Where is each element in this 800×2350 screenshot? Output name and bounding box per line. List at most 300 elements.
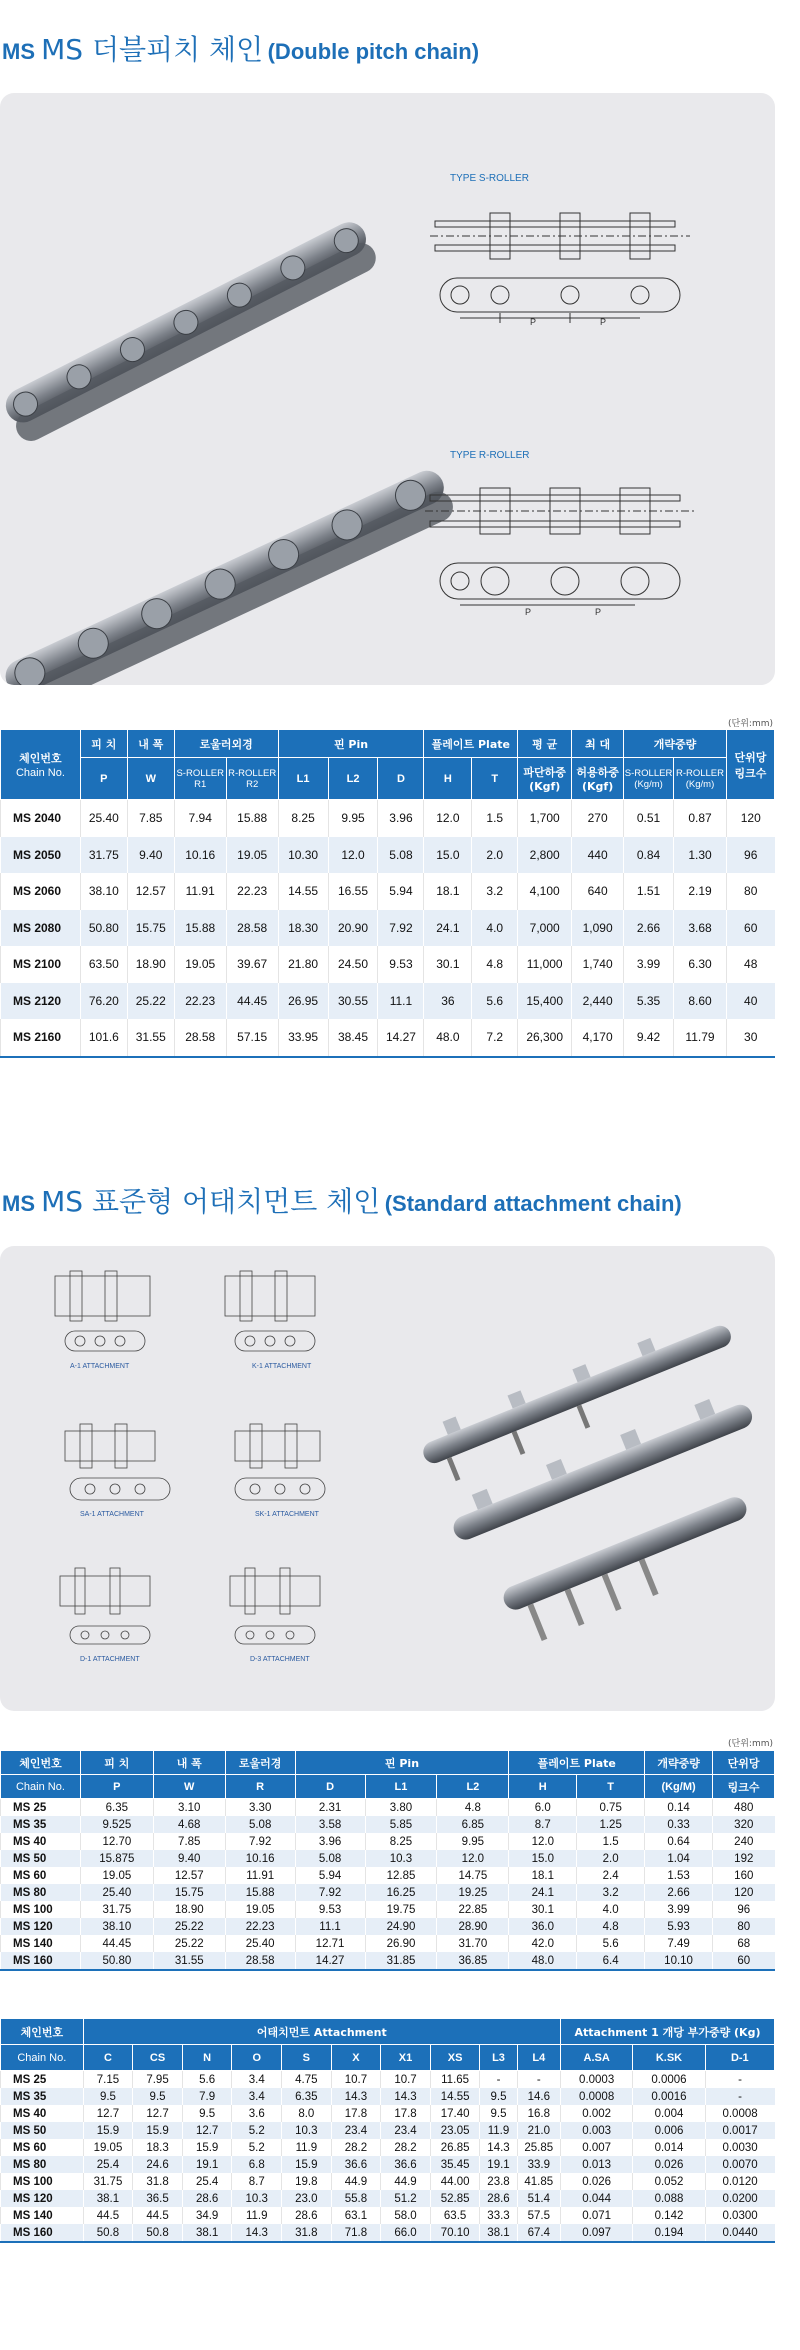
- table-cell: 3.58: [295, 1816, 365, 1833]
- t2-th-w: W: [153, 1775, 225, 1799]
- table-cell: 10.7: [381, 2071, 431, 2089]
- table-cell: 18.30: [278, 910, 328, 947]
- table-cell: 7.85: [127, 800, 174, 837]
- table-cell: 3.96: [295, 1833, 365, 1850]
- table-cell: 5.94: [378, 873, 424, 910]
- table-cell: 6.8: [232, 2156, 282, 2173]
- table-cell: 15.88: [225, 1884, 295, 1901]
- table-cell: 1.51: [624, 873, 674, 910]
- table-cell: 7.95: [133, 2071, 183, 2089]
- table-cell: 38.10: [80, 1918, 153, 1935]
- section1-title-en: (Double pitch chain): [267, 39, 480, 64]
- table-cell: 23.0: [282, 2190, 332, 2207]
- t2-th-d: D: [295, 1775, 365, 1799]
- table-cell: 17.8: [331, 2105, 381, 2122]
- table-cell: 21.80: [278, 946, 328, 983]
- table-cell: 24.90: [365, 1918, 437, 1935]
- table-cell: 10.3: [365, 1850, 437, 1867]
- table-cell: 5.2: [232, 2139, 282, 2156]
- table-cell: 31.85: [365, 1952, 437, 1970]
- table-cell: 5.2: [232, 2122, 282, 2139]
- table-cell: 2.0: [577, 1850, 645, 1867]
- table-row: [1, 2190, 775, 2207]
- table-cell: 8.25: [278, 800, 328, 837]
- table-row: [1, 2088, 775, 2105]
- table-row: [1, 946, 775, 983]
- table-cell: 160: [713, 1867, 775, 1884]
- table-row: [1, 2105, 775, 2122]
- table-cell: 18.3: [133, 2139, 183, 2156]
- table-cell: 31.70: [437, 1935, 509, 1952]
- table-cell: 44.00: [430, 2173, 480, 2190]
- table-cell: 3.99: [645, 1901, 713, 1918]
- table-cell: 25.85: [517, 2139, 560, 2156]
- table-cell: 31.8: [133, 2173, 183, 2190]
- table-cell: 5.6: [182, 2071, 232, 2089]
- t2-th-h: H: [509, 1775, 577, 1799]
- section2-title-en: (Standard attachment chain): [384, 1191, 682, 1216]
- table-cell: 24.1: [424, 910, 472, 947]
- table-cell: 30.1: [509, 1901, 577, 1918]
- table-cell: 57.5: [517, 2207, 560, 2224]
- table-cell: 7.92: [378, 910, 424, 947]
- table-cell: 5.35: [624, 983, 674, 1020]
- table-row: [1, 2156, 775, 2173]
- t3-th-col: D-1: [705, 2045, 774, 2071]
- t3-th-col: K.SK: [633, 2045, 705, 2071]
- table-cell: 50.8: [133, 2224, 183, 2242]
- table-cell: 22.85: [437, 1901, 509, 1918]
- table-cell: 8.7: [232, 2173, 282, 2190]
- table-cell: 35.45: [430, 2156, 480, 2173]
- table-cell: 18.90: [153, 1901, 225, 1918]
- table-cell: -: [705, 2088, 774, 2105]
- th-d: D: [378, 758, 424, 800]
- table-cell: 51.2: [381, 2190, 431, 2207]
- table-cell: 12.7: [182, 2122, 232, 2139]
- table-cell: 6.30: [674, 946, 727, 983]
- table-cell: 19.05: [174, 946, 226, 983]
- chain-photo-upper: [0, 216, 381, 446]
- table-cell: 15.75: [127, 910, 174, 947]
- attachment-dimension-table: [0, 2018, 775, 2243]
- svg-text:P: P: [600, 317, 607, 327]
- table-cell: 28.58: [225, 1952, 295, 1970]
- table-cell: 4.68: [153, 1816, 225, 1833]
- table-cell: 0.071: [560, 2207, 632, 2224]
- table-row: [1, 2173, 775, 2190]
- svg-text:P: P: [595, 607, 602, 617]
- table-cell: 14.3: [331, 2088, 381, 2105]
- chain-no-cell: MS 2080: [1, 910, 81, 947]
- table-cell: 2.4: [577, 1867, 645, 1884]
- table-row: [1, 1952, 775, 1970]
- table-cell: 15.88: [226, 800, 278, 837]
- table-cell: 8.60: [674, 983, 727, 1020]
- table-row: [1, 2224, 775, 2242]
- t3-th-col: O: [232, 2045, 282, 2071]
- t3-th-col: X: [331, 2045, 381, 2071]
- t3-th-col: N: [182, 2045, 232, 2071]
- table-cell: 5.08: [378, 837, 424, 874]
- table-cell: 25.40: [225, 1935, 295, 1952]
- table-cell: 44.5: [133, 2207, 183, 2224]
- table-cell: 34.9: [182, 2207, 232, 2224]
- chain-no-cell: MS 50: [1, 1850, 81, 1867]
- section1-title-ko: MS 더블피치 체인: [41, 33, 264, 66]
- table-cell: 14.3: [480, 2139, 517, 2156]
- table-cell: 5.6: [472, 983, 518, 1020]
- table-cell: 25.22: [127, 983, 174, 1020]
- table-cell: 0.0008: [705, 2105, 774, 2122]
- table-cell: 11.1: [295, 1918, 365, 1935]
- table-cell: 6.35: [282, 2088, 332, 2105]
- table-cell: 15,400: [518, 983, 572, 1020]
- table-cell: 7.2: [472, 1019, 518, 1057]
- table-cell: 0.0120: [705, 2173, 774, 2190]
- table-cell: 18.1: [509, 1867, 577, 1884]
- table-cell: 19.05: [226, 837, 278, 874]
- table-cell: 0.0300: [705, 2207, 774, 2224]
- table-cell: 0.0200: [705, 2190, 774, 2207]
- chain-no-cell: MS 2160: [1, 1019, 81, 1057]
- t2-th-pitch: 피 치: [80, 1751, 153, 1775]
- table-cell: 1.5: [472, 800, 518, 837]
- chain-illustration: [0, 93, 775, 685]
- table-cell: 7.9: [182, 2088, 232, 2105]
- t3-th-col: A.SA: [560, 2045, 632, 2071]
- double-pitch-table-body: [1, 800, 775, 1057]
- table-cell: 2.31: [295, 1799, 365, 1817]
- th-weight: 개략중량: [624, 730, 727, 758]
- table-cell: 11.65: [430, 2071, 480, 2089]
- table-cell: 7.49: [645, 1935, 713, 1952]
- table-cell: 28.6: [480, 2190, 517, 2207]
- table-cell: 24.50: [328, 946, 378, 983]
- table-cell: 19.75: [365, 1901, 437, 1918]
- table-cell: 36.0: [509, 1918, 577, 1935]
- attachment-spec-table: [0, 1750, 775, 1971]
- table-cell: 19.8: [282, 2173, 332, 2190]
- table-row: [1, 1935, 775, 1952]
- table-cell: 0.006: [633, 2122, 705, 2139]
- chain-no-cell: MS 2100: [1, 946, 81, 983]
- table-cell: 0.0070: [705, 2156, 774, 2173]
- table-cell: 19.1: [480, 2156, 517, 2173]
- table-cell: 38.10: [80, 873, 127, 910]
- table-cell: 23.8: [480, 2173, 517, 2190]
- chain-no-cell: MS 120: [1, 2190, 84, 2207]
- table-cell: 70.10: [430, 2224, 480, 2242]
- table-cell: -: [480, 2071, 517, 2089]
- chain-no-cell: MS 35: [1, 1816, 81, 1833]
- table-cell: 18.90: [127, 946, 174, 983]
- table-cell: 30.55: [328, 983, 378, 1020]
- chain-no-cell: MS 80: [1, 1884, 81, 1901]
- table-cell: 28.58: [226, 910, 278, 947]
- table-cell: 0.088: [633, 2190, 705, 2207]
- table-cell: 6.85: [437, 1816, 509, 1833]
- t3-th-col: XS: [430, 2045, 480, 2071]
- table-cell: 5.08: [295, 1850, 365, 1867]
- table-cell: 1.04: [645, 1850, 713, 1867]
- table-cell: 14.27: [295, 1952, 365, 1970]
- t3-th-col: L3: [480, 2045, 517, 2071]
- table-cell: 33.95: [278, 1019, 328, 1057]
- table-cell: 3.4: [232, 2071, 282, 2089]
- table-cell: 9.5: [182, 2105, 232, 2122]
- table-cell: 12.71: [295, 1935, 365, 1952]
- table-cell: 3.10: [153, 1799, 225, 1817]
- table-cell: 12.85: [365, 1867, 437, 1884]
- t3-th-col: S: [282, 2045, 332, 2071]
- table-cell: 5.94: [295, 1867, 365, 1884]
- table-cell: 6.4: [577, 1952, 645, 1970]
- table-cell: 19.1: [182, 2156, 232, 2173]
- table-cell: 1,740: [572, 946, 624, 983]
- chain-no-cell: MS 25: [1, 1799, 81, 1817]
- table-cell: 60: [713, 1952, 775, 1970]
- table-cell: 25.22: [153, 1935, 225, 1952]
- table-row: [1, 2207, 775, 2224]
- th-max: 최 대: [572, 730, 624, 758]
- table-cell: 0.026: [560, 2173, 632, 2190]
- table-cell: 17.40: [430, 2105, 480, 2122]
- table-cell: 0.84: [624, 837, 674, 874]
- table-cell: 0.007: [560, 2139, 632, 2156]
- table-cell: 0.0006: [633, 2071, 705, 2089]
- table-cell: 50.8: [83, 2224, 133, 2242]
- table-cell: 9.5: [83, 2088, 133, 2105]
- table-cell: 10.10: [645, 1952, 713, 1970]
- table-cell: 19.05: [225, 1901, 295, 1918]
- chain-photo-lower: [0, 465, 458, 685]
- table-cell: 0.14: [645, 1799, 713, 1817]
- table-row: [1, 1019, 775, 1057]
- table-cell: 12.70: [80, 1833, 153, 1850]
- table-cell: 4.8: [577, 1918, 645, 1935]
- table-cell: 9.53: [295, 1901, 365, 1918]
- table-cell: 14.55: [278, 873, 328, 910]
- table-cell: 3.99: [624, 946, 674, 983]
- table-cell: 9.5: [480, 2088, 517, 2105]
- table-cell: 96: [713, 1901, 775, 1918]
- table-cell: 0.026: [633, 2156, 705, 2173]
- table-cell: 3.96: [378, 800, 424, 837]
- table-cell: 15.9: [282, 2156, 332, 2173]
- svg-text:P: P: [525, 607, 532, 617]
- table-cell: 22.23: [226, 873, 278, 910]
- chain-no-cell: MS 50: [1, 2122, 84, 2139]
- table-cell: 8.7: [509, 1816, 577, 1833]
- table-cell: 14.3: [232, 2224, 282, 2242]
- chain-no-cell: MS 2050: [1, 837, 81, 874]
- table-cell: 25.4: [83, 2156, 133, 2173]
- table-cell: 2.0: [472, 837, 518, 874]
- th-l2: L2: [328, 758, 378, 800]
- table-cell: 1.53: [645, 1867, 713, 1884]
- table-cell: 48.0: [424, 1019, 472, 1057]
- table-cell: 50.80: [80, 910, 127, 947]
- table-cell: 3.30: [225, 1799, 295, 1817]
- table-cell: 11.9: [282, 2139, 332, 2156]
- attachment-drawings: [55, 1271, 325, 1644]
- table-cell: 2,440: [572, 983, 624, 1020]
- table-cell: 0.052: [633, 2173, 705, 2190]
- table-cell: 44.9: [381, 2173, 431, 2190]
- table-cell: 42.0: [509, 1935, 577, 1952]
- table-cell: 12.0: [424, 800, 472, 837]
- table-cell: 0.0003: [560, 2071, 632, 2089]
- t3-th-col: L4: [517, 2045, 560, 2071]
- table-cell: 101.6: [80, 1019, 127, 1057]
- table-cell: 38.45: [328, 1019, 378, 1057]
- table-cell: 30: [726, 1019, 774, 1057]
- chain-no-cell: MS 2040: [1, 800, 81, 837]
- table-cell: 22.23: [225, 1918, 295, 1935]
- table-row: [1, 2071, 775, 2089]
- table-cell: 39.67: [226, 946, 278, 983]
- t2-th-l1: L1: [365, 1775, 437, 1799]
- table-cell: 68: [713, 1935, 775, 1952]
- chain-no-cell: MS 25: [1, 2071, 84, 2089]
- table-cell: 11.91: [174, 873, 226, 910]
- table-row: [1, 1799, 775, 1817]
- table-cell: 5.08: [225, 1816, 295, 1833]
- double-pitch-chain-image: [0, 93, 775, 685]
- table-cell: 0.0030: [705, 2139, 774, 2156]
- table-cell: 48: [726, 946, 774, 983]
- th-r1: S-ROLLER R1: [174, 758, 226, 800]
- table-cell: 7.92: [295, 1884, 365, 1901]
- table-cell: 23.4: [381, 2122, 431, 2139]
- table-cell: 9.95: [328, 800, 378, 837]
- table-cell: 36.6: [381, 2156, 431, 2173]
- table-cell: 25.22: [153, 1918, 225, 1935]
- th-l1: L1: [278, 758, 328, 800]
- table-cell: 0.013: [560, 2156, 632, 2173]
- table-cell: 80: [713, 1918, 775, 1935]
- table-row: [1, 2139, 775, 2156]
- th-width: 내 폭: [127, 730, 174, 758]
- table-cell: 14.27: [378, 1019, 424, 1057]
- table-cell: 71.8: [331, 2224, 381, 2242]
- table-cell: 25.4: [182, 2173, 232, 2190]
- th-pin: 핀 Pin: [278, 730, 424, 758]
- type-r-label: TYPE R-ROLLER: [450, 450, 530, 461]
- table-cell: 9.40: [153, 1850, 225, 1867]
- table-cell: 3.80: [365, 1799, 437, 1817]
- table-cell: 0.0016: [633, 2088, 705, 2105]
- table-cell: 40: [726, 983, 774, 1020]
- table-cell: 11.79: [674, 1019, 727, 1057]
- chain-no-cell: MS 2120: [1, 983, 81, 1020]
- table-cell: 26.85: [430, 2139, 480, 2156]
- table-cell: 44.45: [80, 1935, 153, 1952]
- table-cell: 0.044: [560, 2190, 632, 2207]
- th-chain-no: 체인번호 Chain No.: [1, 730, 81, 800]
- attachment-chain-image: [0, 1246, 775, 1711]
- table-cell: 3.2: [472, 873, 518, 910]
- table-cell: 12.7: [133, 2105, 183, 2122]
- svg-text:P: P: [530, 317, 537, 327]
- table-cell: 11.9: [480, 2122, 517, 2139]
- r-roller-drawing: [425, 488, 695, 605]
- att-sa-label: SA-1 ATTACHMENT: [80, 1511, 144, 1518]
- th-pitch: 피 치: [80, 730, 127, 758]
- chain-no-cell: MS 60: [1, 2139, 84, 2156]
- table-cell: 25.40: [80, 1884, 153, 1901]
- section2-title: MS MS 표준형 어태치먼트 체인 (Standard attachment chain): [2, 1185, 682, 1218]
- table-row: [1, 2122, 775, 2139]
- table-cell: 76.20: [80, 983, 127, 1020]
- chain-no-cell: MS 2060: [1, 873, 81, 910]
- table-cell: 57.15: [226, 1019, 278, 1057]
- chain-no-cell: MS 60: [1, 1867, 81, 1884]
- table-cell: 10.16: [225, 1850, 295, 1867]
- table-cell: 55.8: [331, 2190, 381, 2207]
- table-cell: 33.3: [480, 2207, 517, 2224]
- table-cell: 23.05: [430, 2122, 480, 2139]
- table-cell: 0.87: [674, 800, 727, 837]
- table-cell: 38.1: [480, 2224, 517, 2242]
- table-cell: 9.42: [624, 1019, 674, 1057]
- table-cell: 120: [726, 800, 774, 837]
- table-cell: 16.8: [517, 2105, 560, 2122]
- table-cell: 0.64: [645, 1833, 713, 1850]
- table-row: [1, 1884, 775, 1901]
- table-cell: 5.6: [577, 1935, 645, 1952]
- table-cell: 41.85: [517, 2173, 560, 2190]
- attachment-dimension-table-body: [1, 2071, 775, 2243]
- t3-th-chain-ko: 체인번호: [1, 2019, 84, 2045]
- table-cell: -: [705, 2071, 774, 2089]
- chain-no-cell: MS 120: [1, 1918, 81, 1935]
- unit-label-1: (단위:mm): [728, 719, 773, 729]
- table-row: [1, 800, 775, 837]
- table-cell: 28.58: [174, 1019, 226, 1057]
- table-cell: 3.6: [232, 2105, 282, 2122]
- table-cell: 15.0: [509, 1850, 577, 1867]
- table-cell: 3.4: [232, 2088, 282, 2105]
- th-links: 단위당 링크수: [726, 730, 774, 800]
- table-cell: 0.0008: [560, 2088, 632, 2105]
- att-d-label: D-1 ATTACHMENT: [80, 1656, 140, 1663]
- table-cell: 28.2: [331, 2139, 381, 2156]
- table-cell: 14.75: [437, 1867, 509, 1884]
- table-cell: 4.8: [472, 946, 518, 983]
- table-cell: 0.142: [633, 2207, 705, 2224]
- table-cell: 36.5: [133, 2190, 183, 2207]
- table-cell: 44.9: [331, 2173, 381, 2190]
- table-cell: 26,300: [518, 1019, 572, 1057]
- table-row: [1, 1901, 775, 1918]
- th-p: P: [80, 758, 127, 800]
- table-cell: 4.75: [282, 2071, 332, 2089]
- table-cell: 15.75: [153, 1884, 225, 1901]
- t2-th-chain-en: Chain No.: [1, 1775, 81, 1799]
- table-cell: 12.57: [153, 1867, 225, 1884]
- table-cell: 0.33: [645, 1816, 713, 1833]
- table-cell: 9.95: [437, 1833, 509, 1850]
- table-cell: 9.525: [80, 1816, 153, 1833]
- table-cell: 96: [726, 837, 774, 874]
- chain-no-cell: MS 40: [1, 1833, 81, 1850]
- t2-th-r: R: [225, 1775, 295, 1799]
- table-cell: 9.53: [378, 946, 424, 983]
- double-pitch-spec-table: [0, 729, 775, 1058]
- t2-th-links2: 링크수: [713, 1775, 775, 1799]
